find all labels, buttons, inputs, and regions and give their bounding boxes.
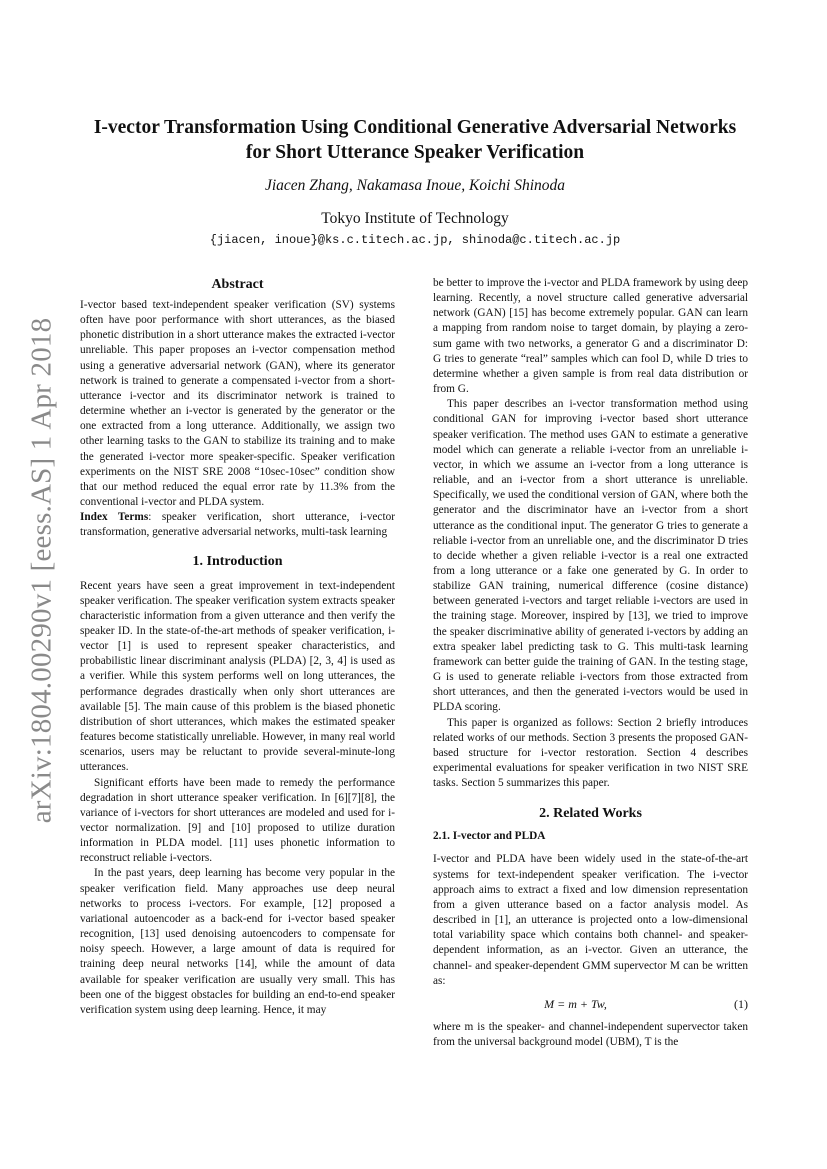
authors: Jiacen Zhang, Nakamasa Inoue, Koichi Shinoda	[264, 177, 566, 194]
related-works-heading: 2. Related Works	[539, 806, 642, 822]
intro-paragraph: Recent years have seen a great improvement in text-independent speaker verification. The speaker verification system extracts speaker characteristic information from a given utterance and then verify the speaker ID. In the state-of-the-art methods of speaker verification, i-vector [1] is used to represent speaker characteristics, and probabilistic linear discriminant analysis (PLDA) [2, 3, 4] is used as a verifier. While this system performs well on long utterances, the performance degrades drastically when only short utterances are available [5]. The main cause of this problem is the biased phonetic distribution of short utterances, which makes the estimated speaker features become statistically unreliable. However, in many real world scenarios, users may be reluctant to provide several-minute-long utterances.	[80, 579, 395, 774]
intro-paragraph: This paper is organized as follows: Section 2 briefly introduces related works of our methods. Section 3 presents the proposed GAN-based structure for i-vector restoration. Section 4 describes experimental evaluations for speaker verification in two NIST SRE tasks. Section 5 summarizes this paper.	[433, 716, 748, 790]
left-column	[80, 276, 395, 1018]
abstract-heading: Abstract	[211, 277, 264, 292]
related-paragraph: I-vector and PLDA have been widely used in the state-of-the-art systems for text-independent speaker verification. The i-vector approach aims to extract a fixed and low dimension representation from a given utterance based on a factor analysis model. As described in [1], an utterance is projected onto a low-dimensional total variability space which contains both channel- and speaker-dependent information, as an i-vector. Given an utterance, the channel- and speaker-dependent GMM supervector M can be written as:	[433, 853, 748, 987]
paper-title	[80, 115, 750, 165]
introduction-heading: 1. Introduction	[192, 553, 283, 569]
equation-formula: M = m + Tw,	[544, 996, 607, 1011]
related-paragraph-continued: where m is the speaker- and channel-independent supervector taken from the universal background model (UBM), T is the	[433, 1021, 748, 1049]
right-column	[433, 276, 748, 1050]
abstract-text: I-vector based text-independent speaker verification (SV) systems often have poor performance with short utterances, as the biased phonetic distribution in a short utterance makes the extracted i-vector unreliable. This paper proposes an i-vector compensation method using a generative adversarial network (GAN), where its generator network is trained to generate a compensated i-vector from a short-utterance i-vector and its discriminator network is trained to determine whether an i-vector is generated by the generator or the one extracted from a long utterance. Additionally, we assign two other learning tasks to the GAN to stabilize its training and to make the generated i-vector more speaker-specific. Speaker verification experiments on the NIST SRE 2008 “10sec-10sec” condition show that our method reduced the equal error rate by 11.3% from the conventional i-vector and PLDA system.	[80, 299, 395, 509]
equation-1	[433, 997, 748, 1012]
title-line: for Short Utterance Speaker Verification	[245, 142, 585, 163]
ivector-plda-subheading: 2.1. I-vector and PLDA	[433, 830, 546, 843]
index-terms-text: : speaker verification, short utterance, i-vector transformation, generative adversarial networks, multi-task learning	[80, 511, 395, 539]
intro-paragraph: In the past years, deep learning has become very popular in the speaker verification field. Many approaches use deep neural networks to process i-vectors. For example, [12] proposed a variational autoencoder as a back-end for i-vector based speaker recognition, [13] used denoising autoencoders to compensate for noisy speech. However, a large amount of data is required for training deep neural networks [14], while the amount of data available for speaker verification are usually very small. This has been one of the biggest obstacles for building an end-to-end speaker verification system using deep learning. Hence, it may	[80, 867, 395, 1016]
arxiv-id: arXiv:1804.00290v1 [eess.AS] 1 Apr 2018	[25, 317, 58, 823]
emails: {jiacen, inoue}@ks.c.titech.ac.jp, shinoda@c.titech.ac.jp	[209, 233, 621, 247]
index-terms-label: Index Terms	[80, 511, 149, 524]
arxiv-watermark	[22, 290, 62, 850]
title-line: I-vector Transformation Using Conditional Generative Adversarial Networks	[93, 117, 737, 138]
intro-paragraph: Significant efforts have been made to remedy the performance degradation in short utterance speaker verification. In [6][7][8], the variance of i-vectors for short utterances are modeled and used for i-vector normalization. [9] and [10] proposed to utilize duration information in PLDA model. [11] uses phonetic information to reconstruct reliable i-vectors.	[80, 776, 395, 865]
affiliation: Tokyo Institute of Technology	[321, 210, 509, 227]
intro-paragraph: This paper describes an i-vector transformation method using conditional GAN for improving i-vector based short utterance speaker verification. The method uses GAN to estimate a generative model which can generate a reliable i-vector from an unreliable i-vector, in which we assume an i-vector from a long utterance is reliable, and an i-vector from a short utterance is unreliable. Specifically, we used the conditional version of GAN, where both the generator and the discriminator have an i-vector from a short utterance as the conditional input. The generator G tries to generate a reliable i-vector from an unreliable one, and the discriminator D tries to decide whether a given reliable i-vector is a real one extracted from a long utterance or a fake one generated by G. In order to stabilize GAN training, numerical difference (cosine distance) between generated i-vectors and target reliable i-vectors are used in the training stage. Moreover, inspired by [13], we tried to improve the speaker discriminative ability of generated i-vectors by adding an extra speaker label predicting task to G. This multi-task learning framework can better guide the training of GAN. In the testing stage, G is used to generate reliable i-vectors from those extracted from short utterances, and then the generated i-vectors would be used in PLDA scoring.	[433, 398, 748, 714]
intro-paragraph: be better to improve the i-vector and PLDA framework by using deep learning. Recently, a novel structure called generative adversarial network (GAN) [15] has become extremely popular. GAN can learn a mapping from random noise to target domain, by playing a zero-sum game with two networks, a generator G and a discriminator D: G tries to generate “real” samples which can fool D, while D tries to determine whether a given sample is from real data distribution or from G.	[433, 277, 748, 396]
index-terms	[80, 510, 395, 540]
equation-number: (1)	[734, 996, 748, 1011]
